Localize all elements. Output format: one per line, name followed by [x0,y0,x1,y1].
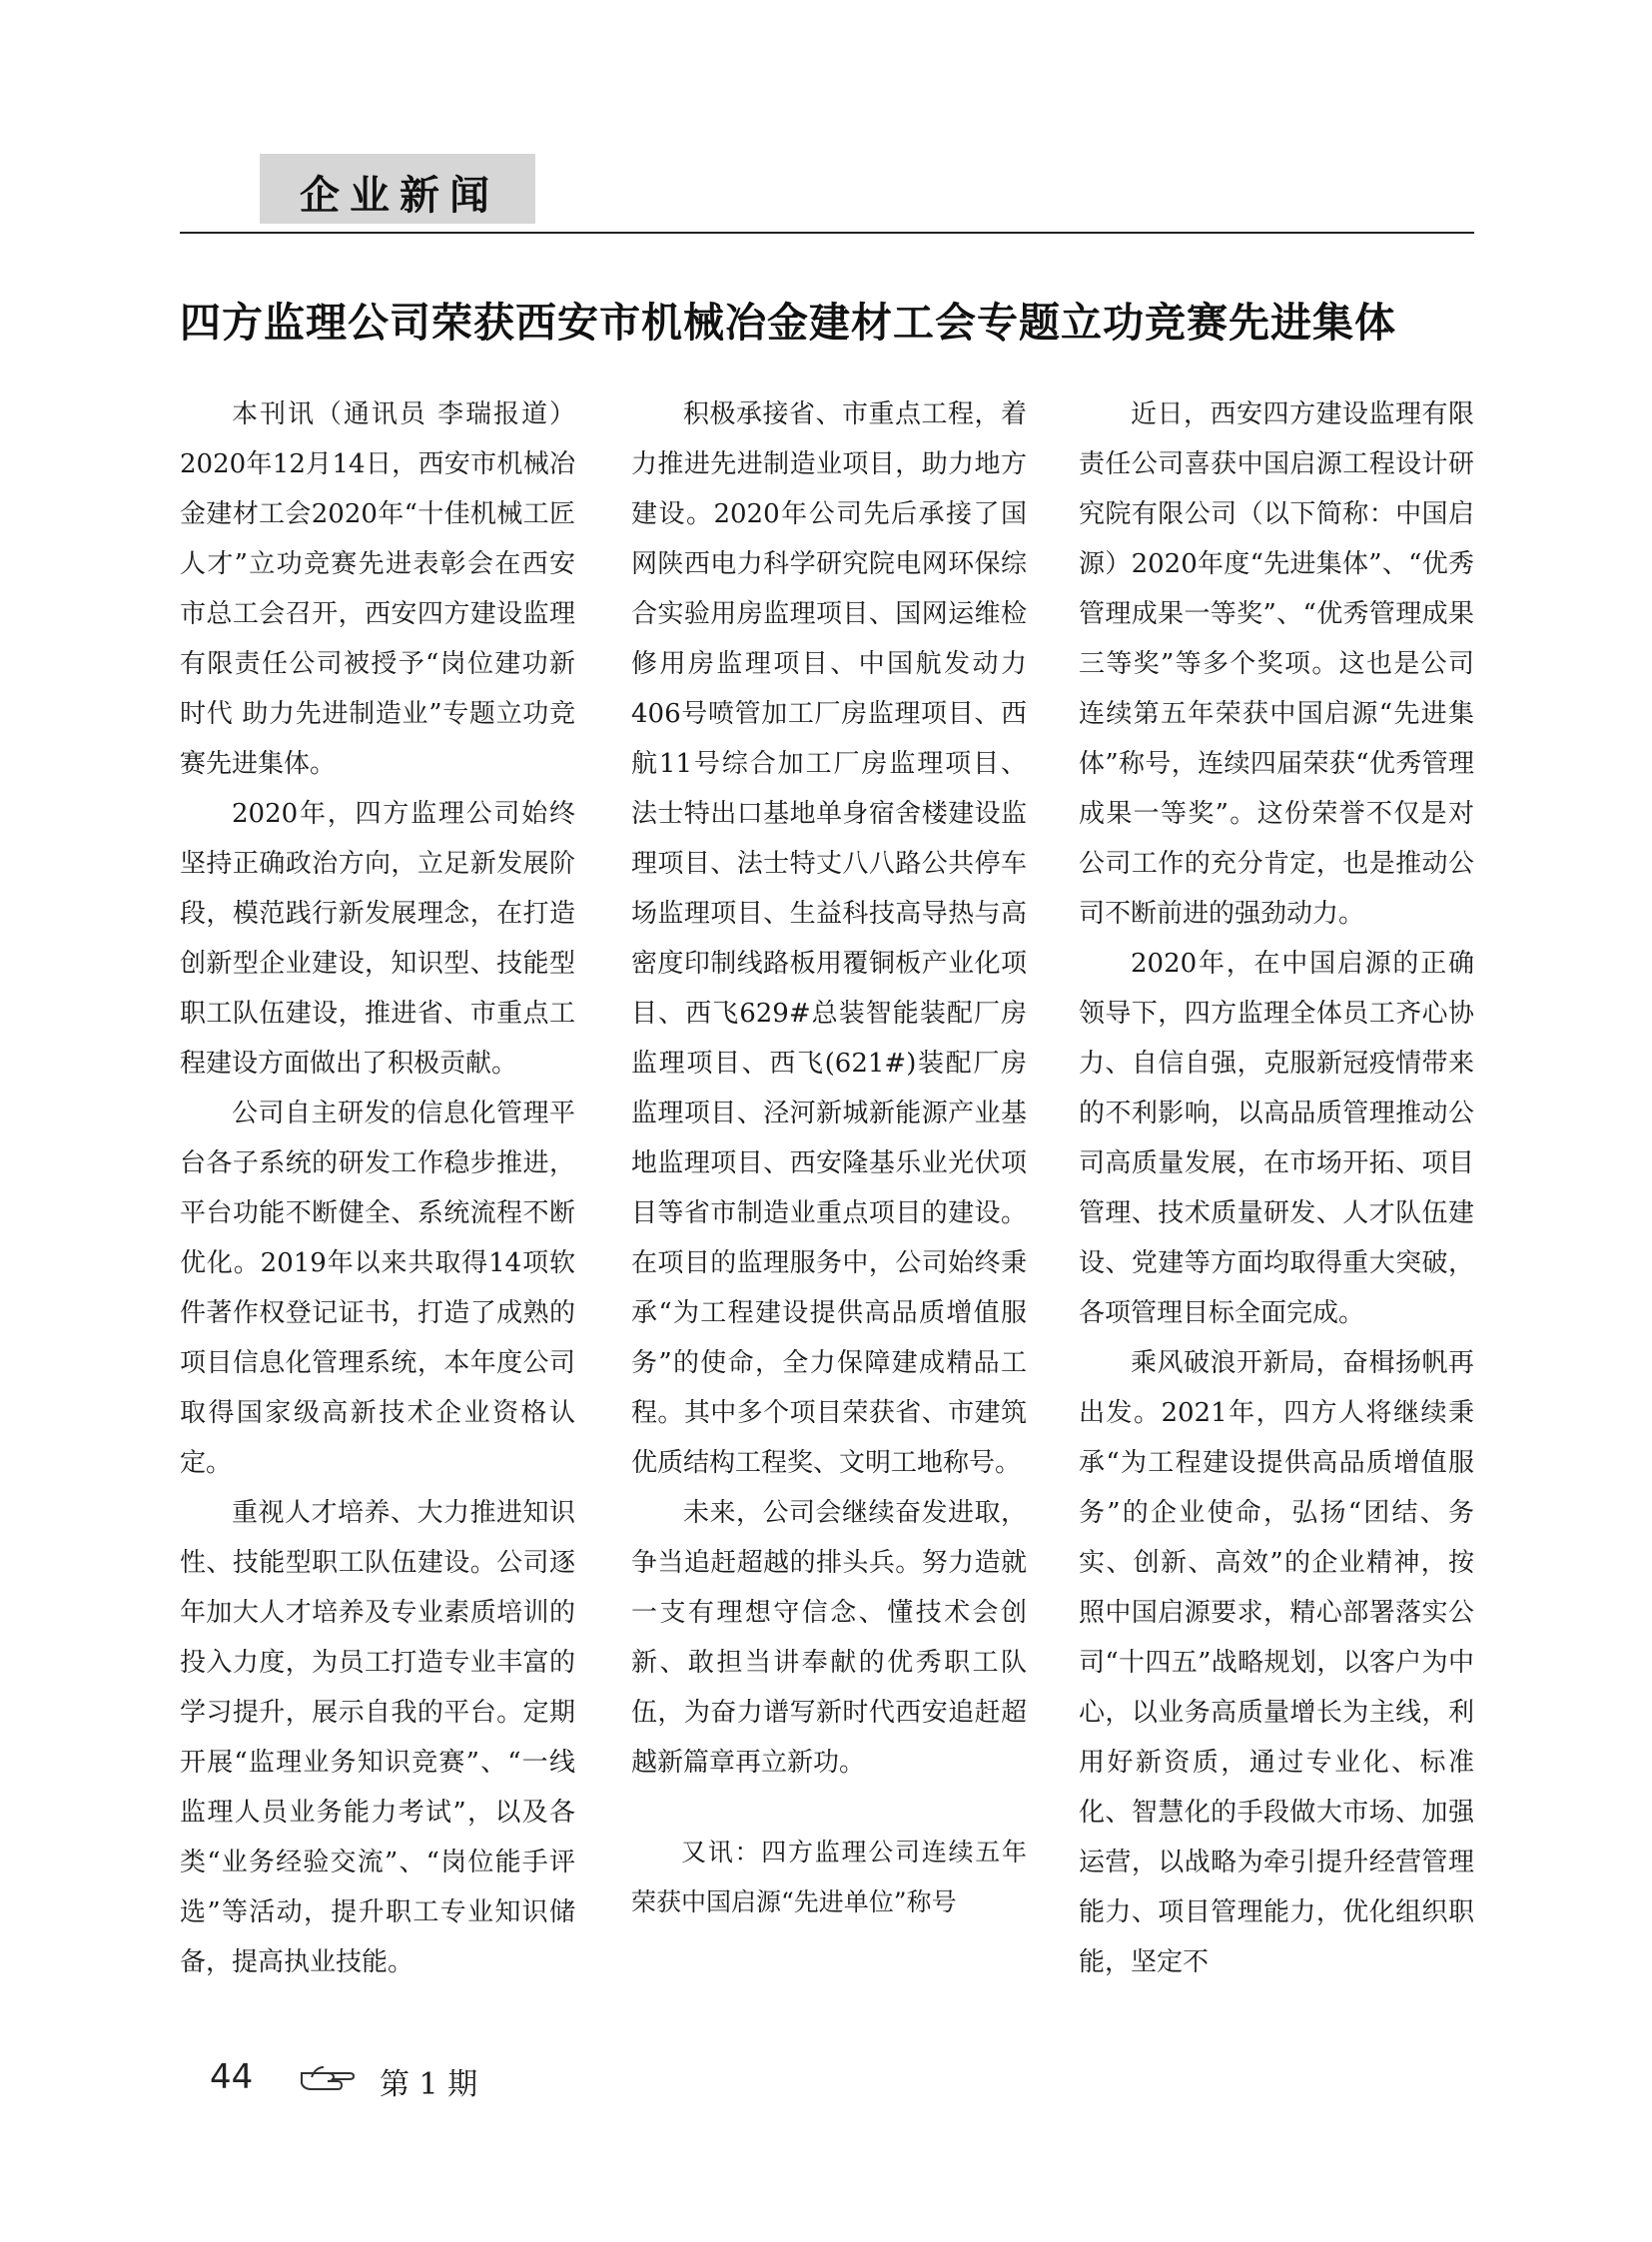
news-brief-note: 又讯：四方监理公司连续五年荣获中国启源“先进单位”称号 [631,1838,1027,1916]
article-headline: 四方监理公司荣获西安市机械冶金建材工会专题立功竞赛先进集体 [180,299,1396,347]
paragraph: 未来，公司会继续奋发进取，争当追赶超越的排头兵。努力造就一支有理想守信念、懂技术会创新、敢担当讲奉献的优秀职工队伍，为奋力谱写新时代西安追赶超越新篇章再立新功。 [631,1498,1027,1778]
paragraph: 乘风破浪开新局，奋楫扬帆再出发。2021年，四方人将继续秉承“为工程建设提供高品质增值服务”的企业使命，弘扬“团结、务实、创新、高效”的企业精神，按照中国启源要求，精心部署落实公司“十四五”战略规划，以客户为中心，以业务高质量增长为主线，利用好新资质，通过专业化、标准化、智慧化的手段做大市场、加强运营，以战略为牵引提升经营管理能力、项目管理能力，优化组织职能，坚定不 [1079,1348,1474,1977]
pointing-hand-icon [298,2061,358,2099]
paragraph: 本刊讯（通讯员 李瑞报道）2020年12月14日，西安市机械冶金建材工会2020年“十佳机械工匠人才”立功竞赛先进表彰会在西安市总工会召开，西安四方建设监理有限责任公司被授予“岗位建功新时代 助力先进制造业”专题立功竞赛先进集体。 [180,399,575,779]
issue-number: 第 1 期 [380,2067,478,2102]
paragraph: 公司自主研发的信息化管理平台各子系统的研发工作稳步推进，平台功能不断健全、系统流程不断优化。2019年以来共取得14项软件著作权登记证书，打造了成熟的项目信息化管理系统，本年度公司取得国家级高新技术企业资格认定。 [180,1099,575,1478]
page-number: 44 [210,2057,254,2097]
column-1 [180,389,575,1987]
paragraph: 积极承接省、市重点工程，着力推进先进制造业项目，助力地方建设。2020年公司先后承接了国网陕西电力科学研究院电网环保综合实验用房监理项目、国网运维检修用房监理项目、中国航发动力406号喷管加工厂房监理项目、西航11号综合加工厂房监理项目、法士特出口基地单身宿舍楼建设监理项目、法士特丈八八路公共停车场监理项目、生益科技高导热与高密度印制线路板用覆铜板产业化项目、西飞629#总装智能装配厂房监理项目、西飞(621#)装配厂房监理项目、泾河新城新能源产业基地监理项目、西安隆基乐业光伏项目等省市制造业重点项目的建设。在项目的监理服务中，公司始终秉承“为工程建设提供高品质增值服务”的使命，全力保障建成精品工程。其中多个项目荣获省、市建筑优质结构工程奖、文明工地称号。 [631,399,1027,1478]
section-tag [260,154,535,224]
paragraph: 2020年，在中国启源的正确领导下，四方监理全体员工齐心协力、自信自强，克服新冠疫情带来的不利影响，以高品质管理推动公司高质量发展，在市场开拓、项目管理、技术质量研发、人才队伍建设、党建等方面均取得重大突破，各项管理目标全面完成。 [1079,949,1474,1328]
column-3 [1079,389,1474,1987]
paragraph: 近日，西安四方建设监理有限责任公司喜获中国启源工程设计研究院有限公司（以下简称：中国启源）2020年度“先进集体”、“优秀管理成果一等奖”、“优秀管理成果三等奖”等多个奖项。这也是公司连续第五年荣获中国启源“先进集体”称号，连续四届荣获“优秀管理成果一等奖”。这份荣誉不仅是对公司工作的充分肯定，也是推动公司不断前进的强劲动力。 [1079,399,1474,929]
paragraph: 2020年，四方监理公司始终坚持正确政治方向，立足新发展阶段，模范践行新发展理念，在打造创新型企业建设，知识型、技能型职工队伍建设，推进省、市重点工程建设方面做出了积极贡献。 [180,799,575,1079]
section-tag-label: 企业新闻 [300,173,499,219]
header-rule [180,232,1474,234]
column-2 [631,389,1027,1927]
paragraph: 重视人才培养、大力推进知识性、技能型职工队伍建设。公司逐年加大人才培养及专业素质培训的投入力度，为员工打造专业丰富的学习提升，展示自我的平台。定期开展“监理业务知识竞赛”、“一线监理人员业务能力考试”，以及各类“业务经验交流”、“岗位能手评选”等活动，提升职工专业知识储备，提高执业技能。 [180,1498,575,1977]
